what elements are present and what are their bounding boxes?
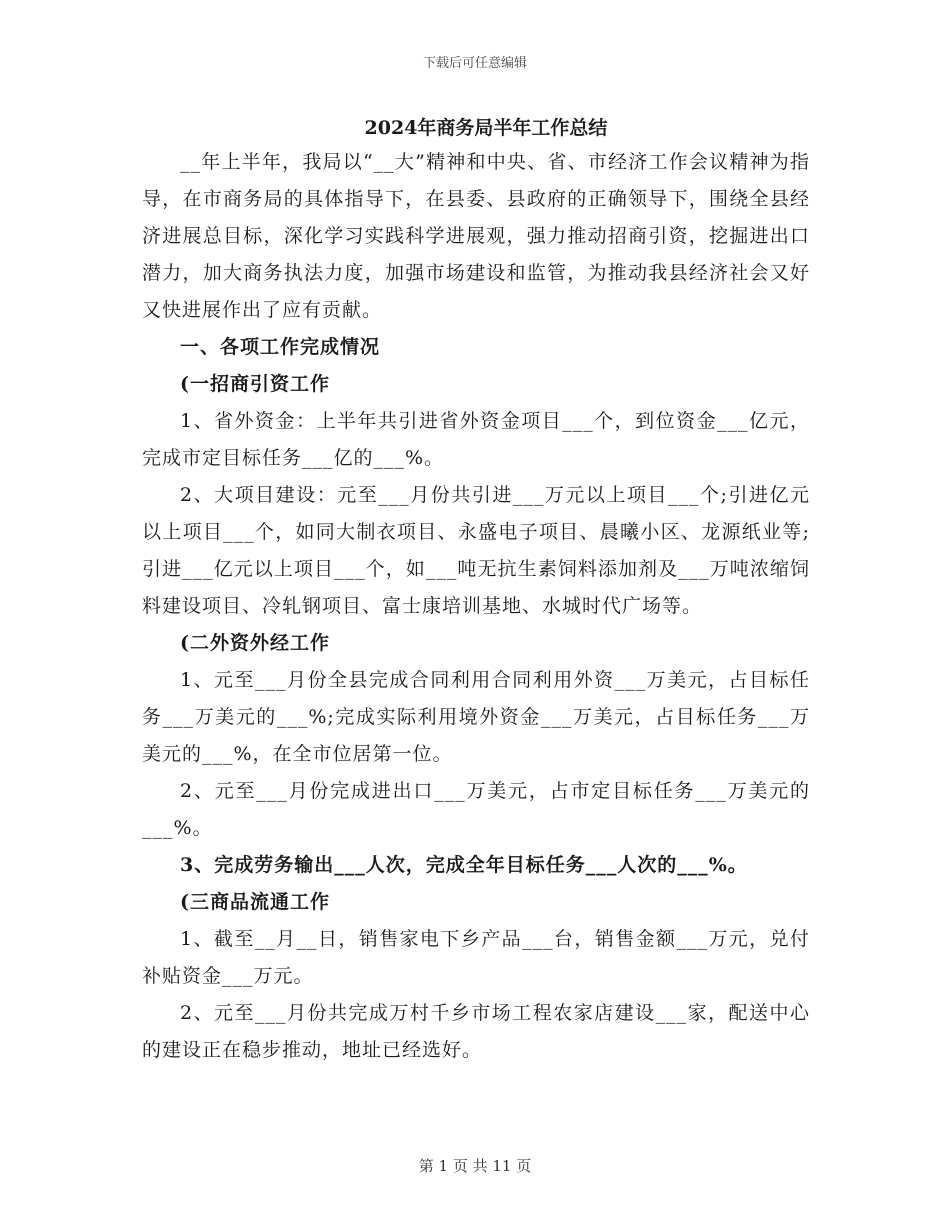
paragraph-3-2: 2、元至___月份共完成万村千乡市场工程农家店建设___家，配送中心的建设正在稳步推动，地址已经选好。	[142, 1002, 810, 1061]
intro-paragraph: __年上半年，我局以“__大”精神和中央、省、市经济工作会议精神为指导，在市商务局的具体指导下，在县委、县政府的正确领导下，围绕全县经济进展总目标，深化学习实践科学进展观，强力推动招商引资，挖掘进出口潜力，加大商务执法力度，加强市场建设和监管，为推动我县经济社会又好又快进展作出了应有贡献。	[142, 151, 810, 321]
paragraph-2-2: 2、元至___月份完成进出口___万美元，占市定目标任务___万美元的___%。	[142, 780, 810, 839]
subsection-heading-investment: (一招商引资工作	[180, 373, 330, 395]
subsection-heading-commerce: (三商品流通工作	[180, 891, 330, 913]
section-heading-1: 一、各项工作完成情况	[180, 336, 381, 358]
document-body	[142, 112, 810, 1069]
subsection-heading-foreign-trade: (二外资外经工作	[180, 632, 330, 654]
document-title: 2024年商务局半年工作总结	[364, 117, 608, 139]
paragraph-2-3: 3、完成劳务输出___人次，完成全年目标任务___人次的___%。	[180, 854, 748, 876]
page-number-footer: 第 1 页 共 11 页	[418, 1157, 532, 1175]
paragraph-2-1: 1、元至___月份全县完成合同利用合同利用外资___万美元，占目标任务___万美元的___%;完成实际利用境外资金___万美元，占目标任务___万美元的___%，在全市位居第一位。	[142, 669, 810, 765]
page-header-note: 下载后可任意编辑	[422, 56, 527, 71]
paragraph-3-1: 1、截至__月__日，销售家电下乡产品___台，销售金额___万元，兑付补贴资金___万元。	[142, 928, 810, 987]
paragraph-1-2: 2、大项目建设：元至___月份共引进___万元以上项目___个;引进亿元以上项目___个，如同大制衣项目、永盛电子项目、晨曦小区、龙源纸业等;引进___亿元以上项目___个，如___吨无抗生素饲料添加剂及___万吨浓缩饲料建设项目、冷轧钢项目、富士康培训基地、水城时代广场等。	[142, 484, 810, 617]
paragraph-1-1: 1、省外资金：上半年共引进省外资金项目___个，到位资金___亿元，完成市定目标任务___亿的___%。	[142, 410, 810, 469]
